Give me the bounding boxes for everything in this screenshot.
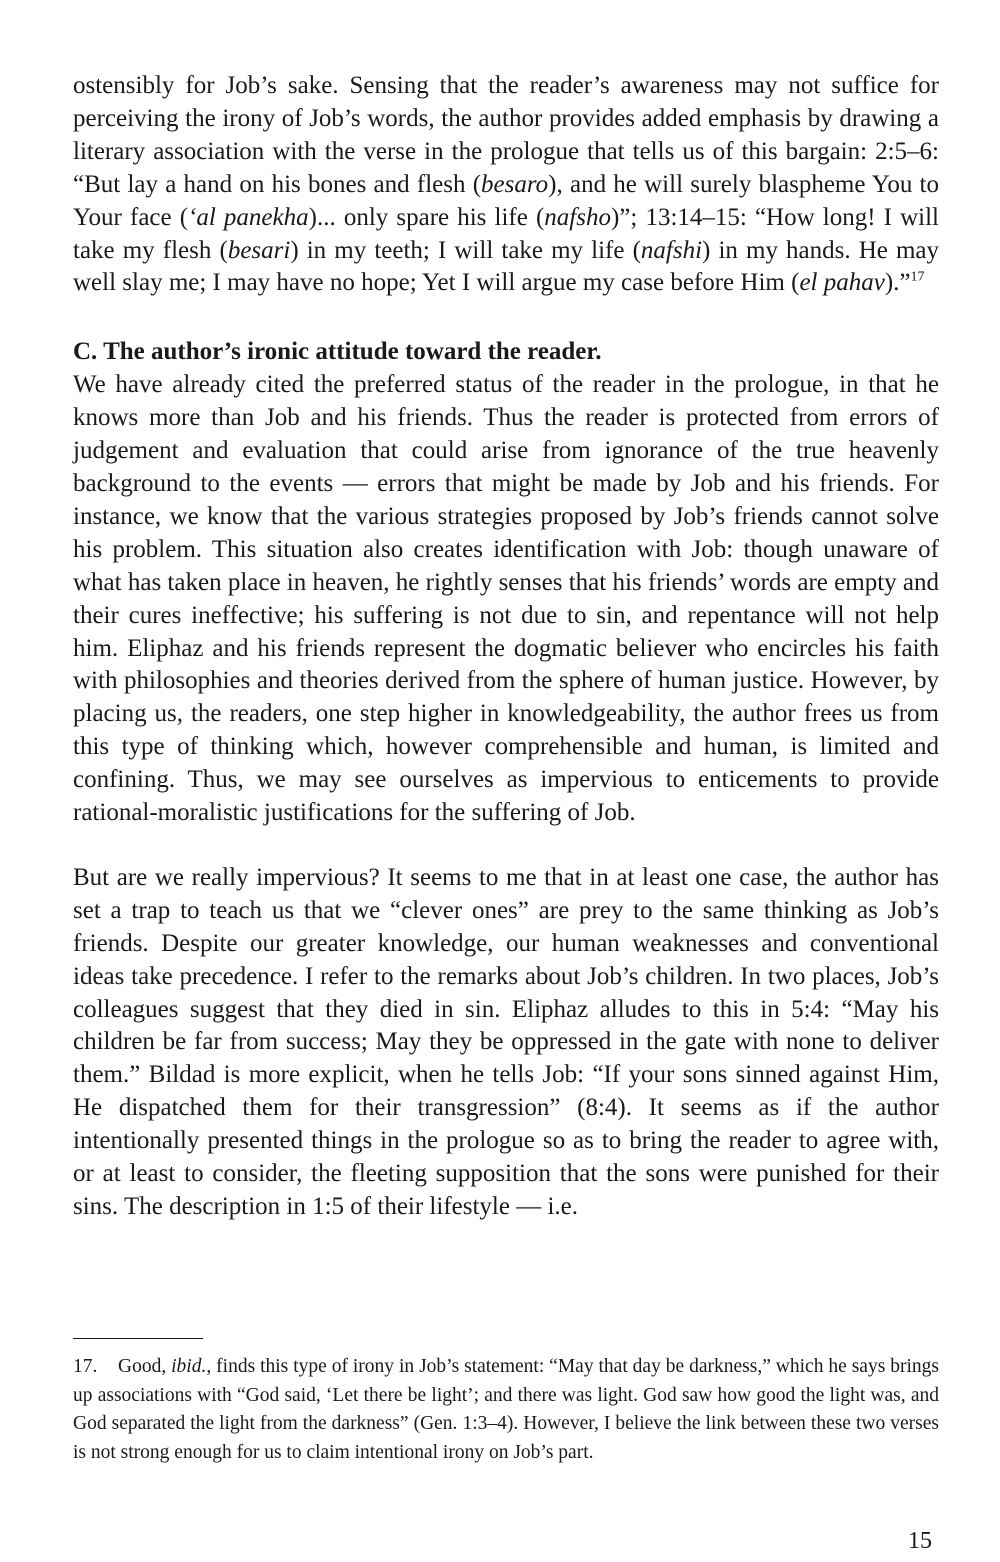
- footnote-divider: [73, 1338, 203, 1339]
- footnote-17: [73, 1353, 939, 1467]
- italic-term: ‘al panekha: [188, 203, 309, 231]
- footnote-ref: 17: [910, 270, 925, 286]
- italic-term: nafshi: [640, 236, 703, 264]
- page-body: [73, 70, 939, 1224]
- paragraph-3: But are we really impervious? It seems to me that in at least one case, the author has set a trap to teach us that we “clever ones” are prey to the same thinking as Job’s friends. Despite our greater knowledge, our human weaknesses and conventional ideas take precedence. I refer to the remarks about Job’s children. In two places, Job’s colleagues suggest that they died in sin. Eliphaz alludes to this in 5:4: “May his children be far from success; May they be oppressed in the gate with none to deliver them.” Bildad is more explicit, when he tells Job: “If your sons sinned against Him, He dispatched them for their transgression” (8:4). It seems as if the author intentionally presented things in the prologue so as to bring the reader to agree with, or at least to consider, the fleeting supposition that the sons were punished for their sins. The description in 1:5 of their lifestyle — i.e.: [73, 863, 939, 1220]
- paragraph-2: We have already cited the preferred status of the reader in the prologue, in that he knows more than Job and his friends. Thus the reader is protected from errors of judgement and evaluation that could arise from ignorance of the true heavenly background to the events — errors that might be made by Job and his friends. For instance, we know that the various strategies proposed by Job’s friends cannot solve his problem. This situation also creates identification with Job: though unaware of what has taken place in heaven, he rightly senses that his friends’ words are empty and their cures ineffective; his suffering is not due to sin, and repentance will not help him. Eliphaz and his friends represent the dogmatic believer who encircles his faith with philosophies and theories derived from the sphere of human justice. However, by placing us, the readers, one step higher in knowledgeability, the author frees us from this type of thinking which, however comprehensible and human, is limited and confining. Thus, we may see ourselves as impervious to enticements to provide rational-moralistic justifications for the suffering of Job.: [73, 371, 939, 827]
- italic-term: besari: [227, 236, 291, 264]
- paragraph-1: ostensibly for Job’s sake. Sensing that the reader’s awareness may not suffice for perceiving the irony of Job’s words, the author provides added emphasis by drawing a literary association with the verse in the prologue that tells us of this bargain: 2:5–6: “But lay a hand on his bones and flesh (besaro), and he will surely blaspheme You to Your face (‘al panekha)... only spare his life (nafsho)”; 13:14–15: “How long! I will take my flesh (besari) in my teeth; I will take my life (nafshi) in my hands. He may well slay me; I may have no hope; Yet I will argue my case before Him (el pahav).”$^{17}$: [73, 72, 940, 297]
- section-heading: C. The author’s ironic attitude toward the reader.: [73, 338, 602, 366]
- italic-term: ibid.: [171, 1356, 207, 1377]
- footnote-number: 17.: [73, 1356, 98, 1377]
- italic-term: el pahav: [799, 269, 885, 297]
- footnote-text: Good, ibid., finds this type of irony in Job’s statement: “May that day be darkness,” which he says brings up associations with “God said, ‘Let there be light’; and there was light. God saw how good the light was, and God separated the light from the darkness” (Gen. 1:3–4). However, I believe the link between these two verses is not strong enough for us to claim intentional irony on Job’s part.: [73, 1356, 939, 1463]
- italic-term: nafsho: [544, 203, 611, 231]
- page-number: 15: [908, 1528, 932, 1554]
- italic-term: besaro: [481, 170, 549, 198]
